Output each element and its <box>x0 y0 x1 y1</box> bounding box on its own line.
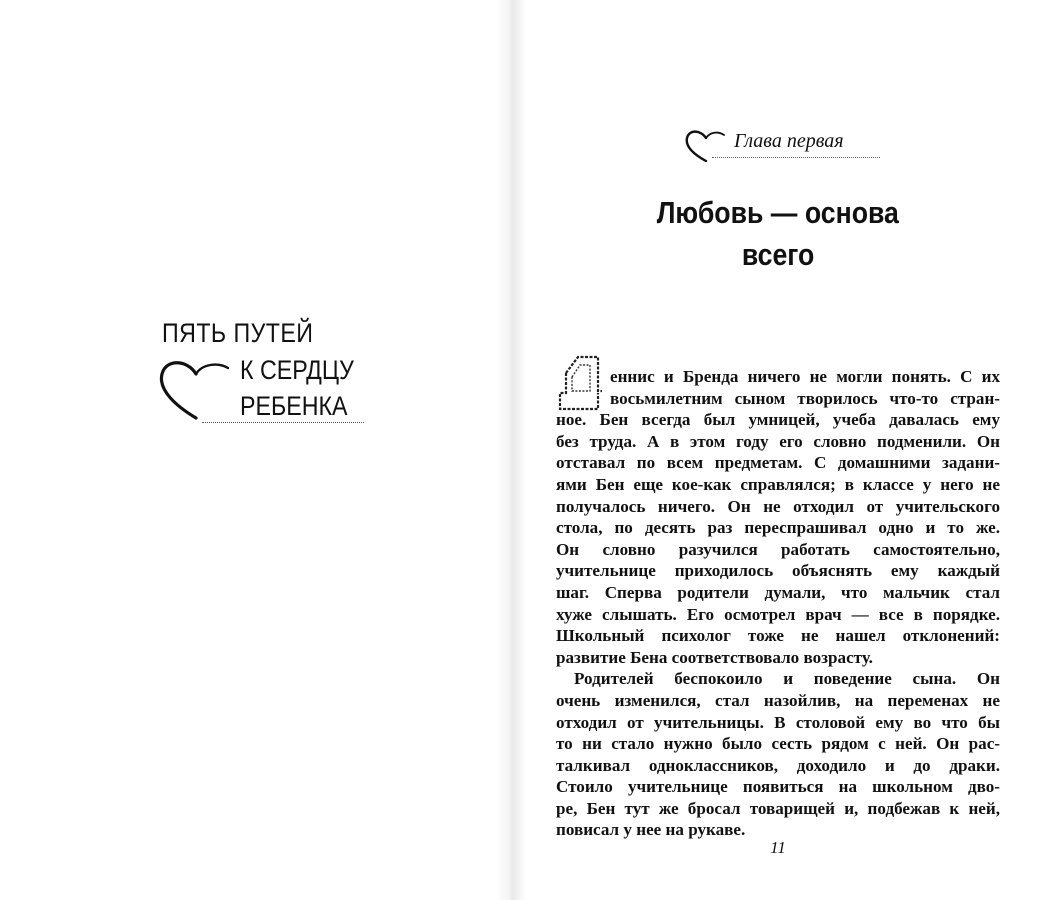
dotted-rule <box>202 422 364 423</box>
body-line: еннис и Бренда ничего не могли понять. С их <box>610 367 1000 386</box>
body-line: ре, Бен тут же бросал товарищей и, подбежав к ней, <box>556 798 1000 818</box>
body-line: отставал по всем предметам. С домашними задани- <box>556 453 1000 473</box>
chapter-title-line-2: всего <box>741 237 815 272</box>
body-line: талкивал одноклассников, доходило и до драки. <box>556 755 1000 775</box>
body-line: Он словно разучился работать самостоятельно, <box>556 539 1000 559</box>
half-title <box>156 318 396 428</box>
body-line: Родителей беспокоило и поведение сына. Он <box>574 669 1000 689</box>
body-line: Школьный психолог тоже не нашел отклонений: <box>556 626 1000 646</box>
half-title-line-2: К СЕРДЦУ <box>240 355 354 385</box>
body-line: ями Бен еще кое-как справлялся; в классе у него не <box>556 474 1000 494</box>
chapter-label <box>684 124 884 164</box>
dotted-rule <box>712 157 880 158</box>
half-title-line-3: РЕБЕНКА <box>240 391 348 421</box>
body-line: Стоило учительнице появиться на школьном дво- <box>556 777 1000 797</box>
body-text <box>556 366 1000 841</box>
body-line: восьмилетним сыном творилось что-то стран- <box>610 388 1000 408</box>
body-line: ное. Бен всегда был умницей, учеба давалась ему <box>556 410 1000 430</box>
body-line: отходил от учительницы. В столовой ему во что бы <box>556 712 1000 732</box>
body-line: без труда. А в этом году его словно подменили. Он <box>556 431 1000 451</box>
book-gutter <box>496 0 526 900</box>
body-line: стола, по десять раз переспрашивал одно и то же. <box>556 518 1000 538</box>
chapter-label-text: Глава первая <box>734 130 844 152</box>
chapter-title <box>556 192 1000 276</box>
body-line: хуже слышать. Его осмотрел врач — все в порядке. <box>556 604 1000 624</box>
page-number: 11 <box>770 838 786 857</box>
half-title-line-1: ПЯТЬ ПУТЕЙ <box>162 318 314 348</box>
body-line: получалось ничего. Он не отходил от учительского <box>556 496 1000 516</box>
heart-outline-icon <box>156 356 236 420</box>
body-line: развитие Бена соответствовало возрасту. <box>556 647 873 667</box>
body-line: учительнице приходилось объяснять ему каждый <box>556 561 1000 581</box>
body-line: очень изменился, стал назойлив, на переменах не <box>556 690 1000 710</box>
body-line: повисал у нее на рукаве. <box>556 820 746 840</box>
body-line: то ни стало нужно было сесть рядом с ней. Он рас- <box>556 734 1000 754</box>
body-line: шаг. Сперва родители думали, что мальчик стал <box>556 582 1000 602</box>
chapter-title-line-1: Любовь — основа <box>656 195 900 230</box>
